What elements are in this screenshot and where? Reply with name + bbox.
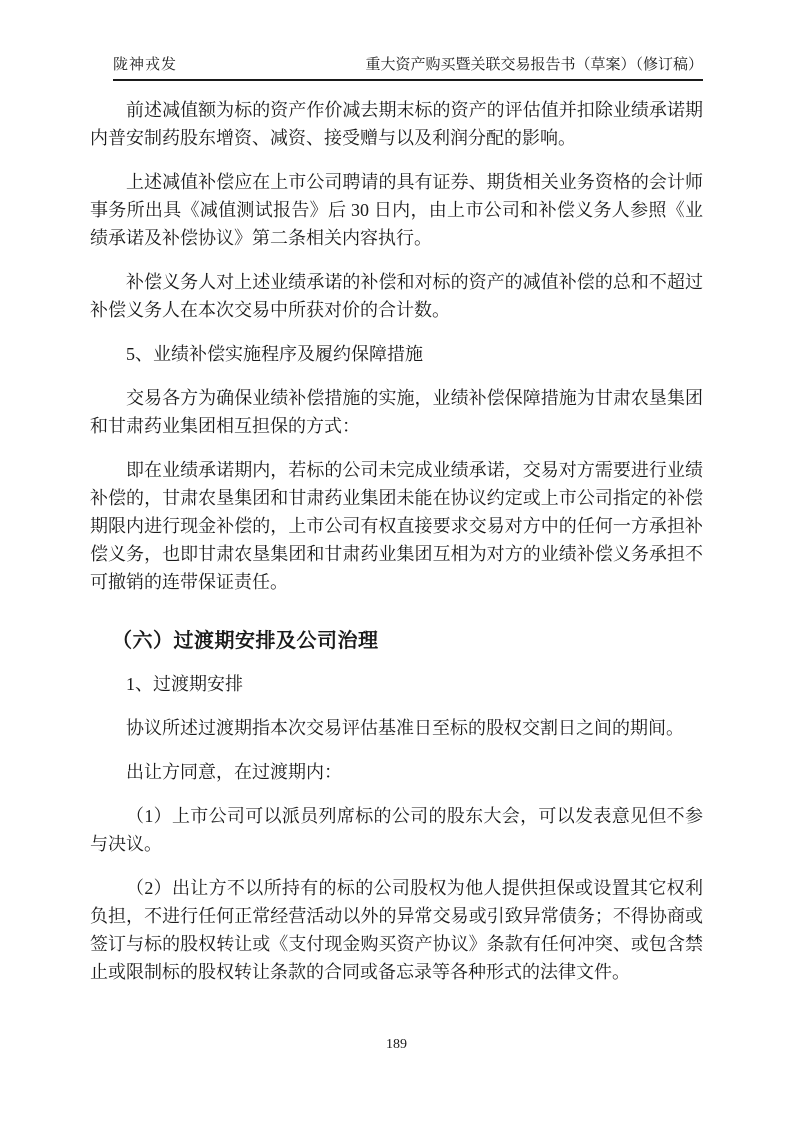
header-doc-short-title: 陇神戎发 (113, 57, 178, 73)
page-number: 189 (386, 1037, 407, 1052)
section-heading-transition-period: （六）过渡期安排及公司治理 (112, 630, 379, 652)
subheading-transition-arrangement: 1、过渡期安排 (126, 674, 243, 694)
paragraph-compensation-cap: 补偿义务人对上述业绩承诺的补偿和对标的资产的减值补偿的总和不超过补偿义务人在本次交易中所获对价的合计数。 (90, 272, 703, 320)
subheading-performance-compensation-measures: 5、业绩补偿实施程序及履约保障措施 (126, 344, 423, 364)
paragraph-impairment-definition: 前述减值额为标的资产作价减去期末标的资产的评估值并扣除业绩承诺期内普安制药股东增资、减资、接受赠与以及利润分配的影响。 (90, 100, 703, 148)
paragraph-mutual-guarantee-detail: 即在业绩承诺期内，若标的公司未完成业绩承诺，交易对方需要进行业绩补偿的，甘肃农垦集团和甘肃药业集团未能在协议约定或上市公司指定的补偿期限内进行现金补偿的，上市公司有权直接要求交易对方中的任何一方承担补偿义务，也即甘肃农垦集团和甘肃药业集团互相为对方的业绩补偿义务承担不可撤销的连带保证责任。 (90, 460, 703, 592)
paragraph-item-1-attend-meetings: （1）上市公司可以派员列席标的公司的股东大会，可以发表意见但不参与决议。 (90, 806, 703, 854)
header-report-title: 重大资产购买暨关联交易报告书（草案）（修订稿） (365, 57, 703, 73)
paragraph-item-2-no-encumbrance: （2）出让方不以所持有的标的公司股权为他人提供担保或设置其它权利负担，不进行任何正常经营活动以外的异常交易或引致异常债务；不得协商或签订与标的股权转让或《支付现金购买资产协议》条款有任何冲突、或包含禁止或限制标的股权转让条款的合同或备忘录等各种形式的法律文件。 (90, 878, 703, 982)
document-body (90, 96, 703, 1002)
page-header (113, 55, 703, 81)
paragraph-transition-period-definition: 协议所述过渡期指本次交易评估基准日至标的股权交割日之间的期间。 (126, 718, 684, 738)
paragraph-transferor-agreement-lead: 出让方同意，在过渡期内： (126, 762, 342, 782)
paragraph-impairment-compensation-procedure: 上述减值补偿应在上市公司聘请的具有证券、期货相关业务资格的会计师事务所出具《减值测试报告》后 30 日内，由上市公司和补偿义务人参照《业绩承诺及补偿协议》第二条相关内容执行。 (90, 172, 703, 248)
paragraph-mutual-guarantee-intro: 交易各方为确保业绩补偿措施的实施，业绩补偿保障措施为甘肃农垦集团和甘肃药业集团相互担保的方式： (90, 388, 703, 436)
